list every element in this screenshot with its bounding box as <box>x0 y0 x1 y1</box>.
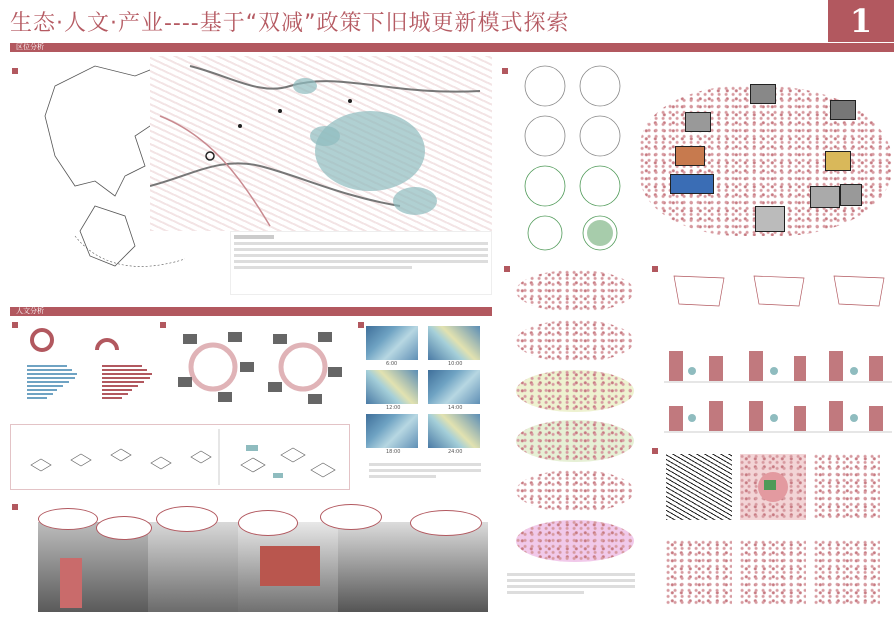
time-label: 24:00 <box>448 449 463 455</box>
figure-ground-map-2 <box>740 454 806 520</box>
building-photo-6 <box>670 174 714 194</box>
heatmap-panel <box>356 320 490 490</box>
time-label: 18:00 <box>386 449 401 455</box>
speech-bubble-4 <box>238 510 298 536</box>
section-bar-humanities-label: 人文分析 <box>16 307 44 315</box>
heatmap-24 <box>428 414 480 448</box>
section-bar-analysis-label: 区位分析 <box>16 43 44 51</box>
land-use-map-6 <box>516 520 634 562</box>
figure-ground-map-6 <box>814 540 880 606</box>
speech-bubble-2 <box>96 516 152 540</box>
panel-marker <box>504 266 510 272</box>
street-photo-2 <box>148 522 238 612</box>
elevation-panel <box>648 262 894 438</box>
culture-diagram-panel <box>158 320 350 412</box>
activity-diagram-panel <box>10 424 350 490</box>
building-photo-5 <box>825 151 851 171</box>
panel-marker <box>502 68 508 74</box>
stats-graphics <box>22 325 157 411</box>
poster-title: 生态·人文·产业----基于“双减”政策下旧城更新模式探索 <box>10 11 570 36</box>
building-photo-7 <box>810 186 840 208</box>
land-use-map-2 <box>516 320 634 362</box>
section-bar-humanities <box>10 307 492 316</box>
time-label: 14:00 <box>448 405 463 411</box>
time-label: 12:00 <box>386 405 401 411</box>
heatmap-18 <box>366 414 418 448</box>
stairs-highlight <box>60 558 82 608</box>
figure-ground-map-4 <box>666 540 732 606</box>
land-use-map-1 <box>516 270 634 312</box>
city-map-overlay <box>150 56 492 231</box>
panel-marker <box>358 322 364 328</box>
heatmap-note <box>366 460 484 486</box>
page-number: 1 <box>828 0 894 42</box>
heatmap-14 <box>428 370 480 404</box>
building-photo-2 <box>750 84 776 104</box>
population-stats-panel <box>10 320 155 412</box>
land-use-map-5 <box>516 470 634 512</box>
panel-marker <box>652 448 658 454</box>
speech-bubble-6 <box>410 510 482 536</box>
street-photo-panel <box>10 496 492 614</box>
culture-rings <box>168 322 350 412</box>
elevation-drawings <box>664 266 894 438</box>
building-photo-4 <box>675 146 705 166</box>
land-use-note <box>504 570 638 612</box>
figure-ground-map-1 <box>666 454 732 520</box>
activity-sketches <box>11 425 349 489</box>
heatmap-12 <box>366 370 418 404</box>
land-use-map-4 <box>516 420 634 462</box>
building-photo-3 <box>830 100 856 120</box>
red-building-highlight <box>260 546 320 586</box>
panel-marker <box>12 504 18 510</box>
speech-bubble-3 <box>156 506 218 532</box>
speech-bubble-1 <box>38 508 98 530</box>
panel-marker <box>12 68 18 74</box>
heatmap-10 <box>428 326 480 360</box>
building-photo-9 <box>755 206 785 232</box>
location-description <box>230 231 492 295</box>
time-label: 10:00 <box>448 361 463 367</box>
location-map-panel <box>10 56 492 300</box>
panel-marker <box>12 322 18 328</box>
figure-ground-map-5 <box>740 540 806 606</box>
street-photo-4 <box>338 522 488 612</box>
city-street-map <box>150 56 492 231</box>
panel-marker <box>160 322 166 328</box>
building-photo-8 <box>840 184 862 206</box>
photo-circle-grid <box>520 61 630 251</box>
speech-bubble-5 <box>320 504 382 530</box>
section-bar-analysis <box>10 43 894 52</box>
land-use-map-3 <box>516 370 634 412</box>
building-photo-1 <box>685 112 711 132</box>
panel-marker <box>652 266 658 272</box>
land-use-panel <box>500 262 640 614</box>
building-survey-panel <box>500 56 894 256</box>
figure-ground-map-3 <box>814 454 880 520</box>
heatmap-6 <box>366 326 418 360</box>
time-label: 6:00 <box>386 361 398 367</box>
figure-ground-panel <box>648 444 894 614</box>
